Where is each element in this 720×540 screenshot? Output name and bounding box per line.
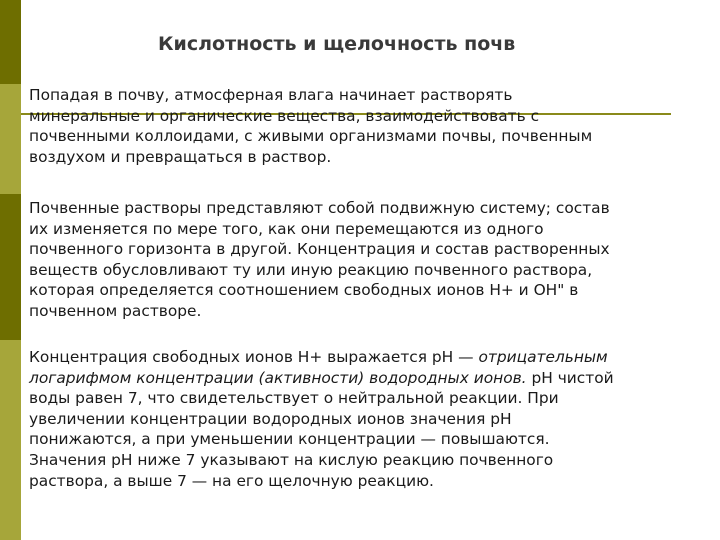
paragraph-ph-definition bbox=[29, 347, 614, 491]
text-italic: отрицательным bbox=[478, 348, 608, 366]
text-normal: Концентрация свободных ионов H+ выражается pH — bbox=[29, 348, 479, 366]
text-line: воздухом и превращаться в раствор. bbox=[29, 147, 332, 166]
paragraph-soil-solutions bbox=[29, 198, 610, 322]
text-line: почвенном растворе. bbox=[29, 301, 202, 320]
text-line: почвенными коллоидами, с живыми организмами почвы, почвенным bbox=[29, 127, 593, 146]
text-line bbox=[29, 347, 614, 368]
text-normal: pH чистой bbox=[526, 368, 614, 387]
text-line: Значения pH ниже 7 указывают на кислую реакцию почвенного bbox=[29, 450, 554, 469]
left-accent-band-highlight bbox=[0, 340, 21, 540]
text-line: понижаются, а при уменьшении концентрации — повышаются. bbox=[29, 430, 550, 449]
text-line: увеличении концентрации водородных ионов значения pH bbox=[29, 409, 512, 428]
left-accent-band-highlight bbox=[0, 84, 21, 194]
text-line: раствора, а выше 7 — на его щелочную реакцию. bbox=[29, 471, 434, 490]
text-line: минеральные и органические вещества, взаимодействовать с bbox=[29, 106, 540, 125]
text-line: которая определяется соотношением свободных ионов H+ и OH" в bbox=[29, 281, 579, 300]
slide-title: Кислотность и щелочность почв bbox=[158, 33, 516, 55]
text-line: воды равен 7, что свидетельствует о нейтральной реакции. При bbox=[29, 389, 559, 408]
paragraph-atmospheric-moisture bbox=[29, 85, 592, 167]
text-line: их изменяется по мере того, как они перемещаются из одного bbox=[29, 219, 544, 238]
text-line: веществ обусловливают ту или иную реакцию почвенного раствора, bbox=[29, 260, 593, 279]
text-line: Попадая в почву, атмосферная влага начинает растворять bbox=[29, 86, 513, 104]
text-line: Почвенные растворы представляют собой подвижную систему; состав bbox=[29, 199, 610, 217]
text-line bbox=[29, 368, 614, 389]
text-italic: логарифмом концентрации (активности) водородных ионов. bbox=[29, 368, 527, 387]
text-line: почвенного горизонта в другой. Концентрация и состав растворенных bbox=[29, 240, 610, 259]
